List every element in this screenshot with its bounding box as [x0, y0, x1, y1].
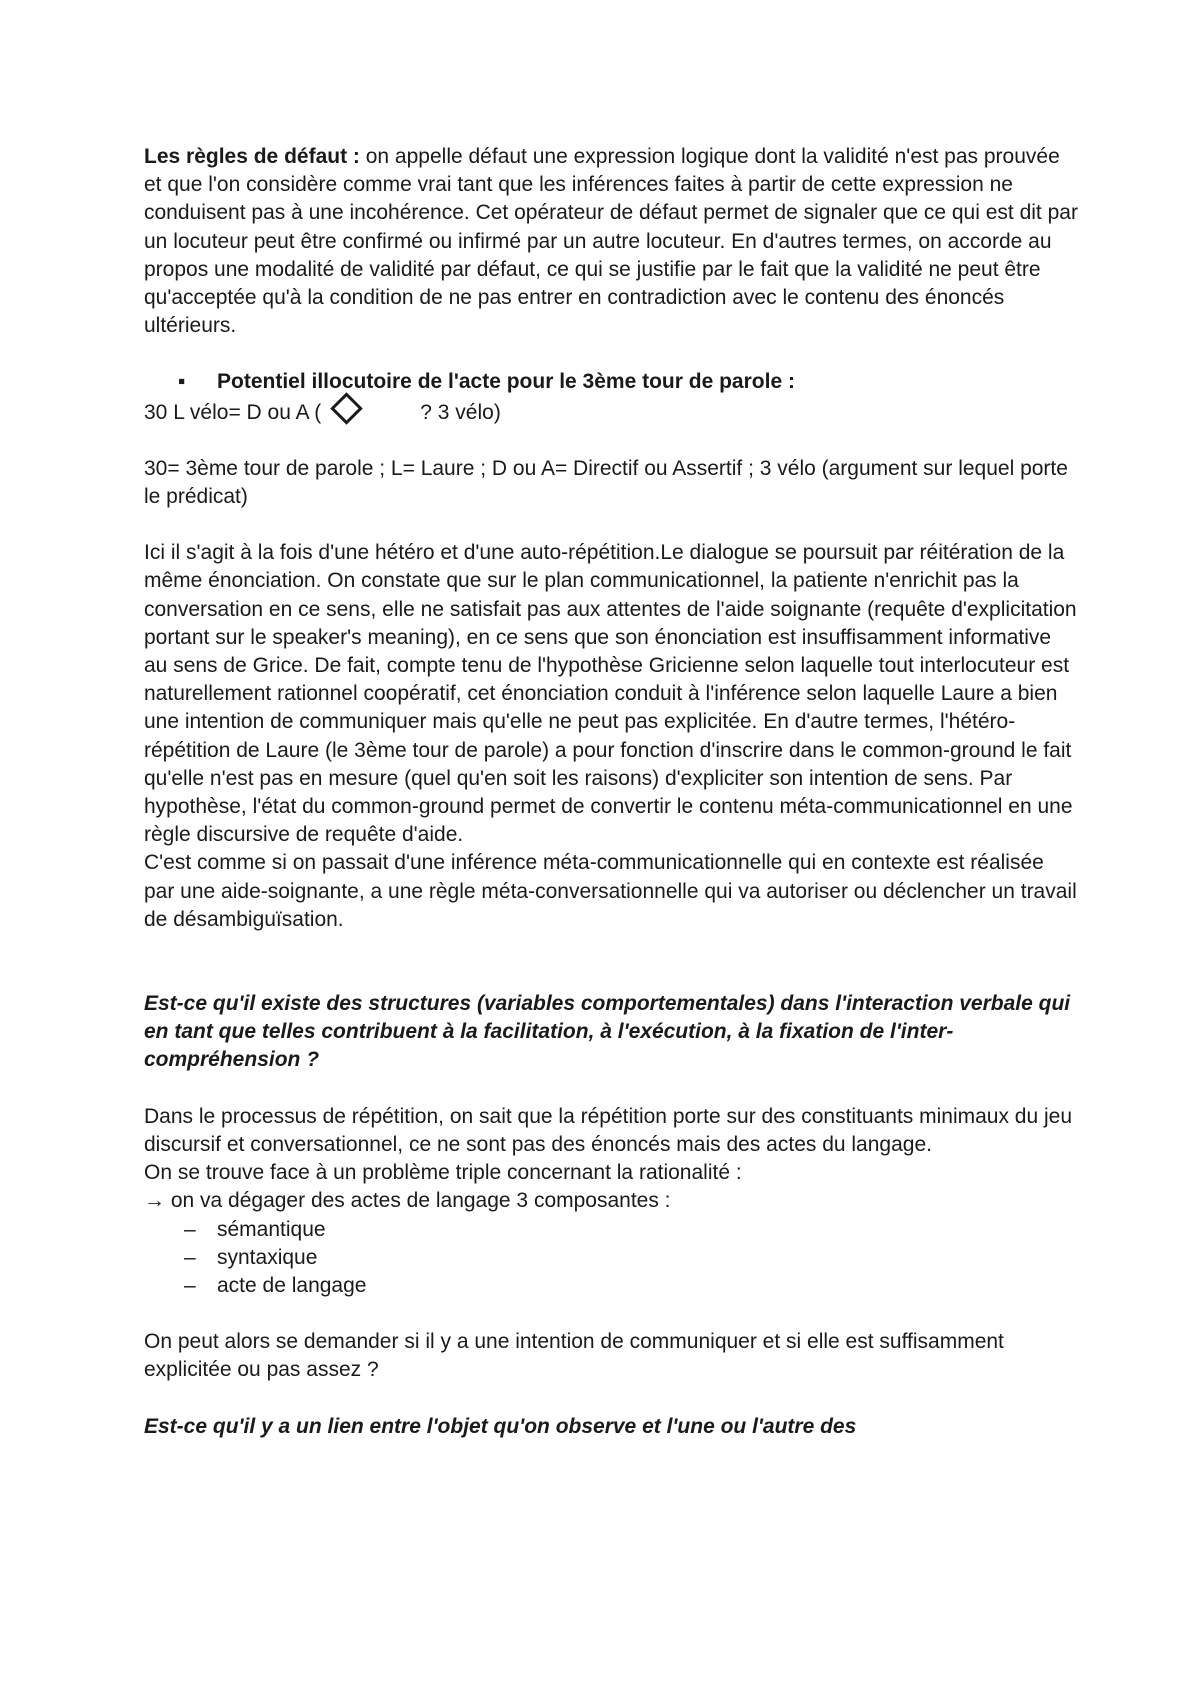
question-heading-1: Est-ce qu'il existe des structures (variables comportementales) dans l'interaction verbale qui en tant que telles contribuent à la facilitation, à l'exécution, à la fixation de l'inter-compréhension ? [144, 992, 1071, 1072]
default-rules-heading: Les règles de défaut : [144, 145, 360, 168]
formula-line [144, 397, 1079, 427]
analysis-paragraph: Ici il s'agit à la fois d'une hétéro et d'une auto-répétition.Le dialogue se poursuit par réitération de la même énonciation. On constate que sur le plan communicationnel, la patiente n'enrichit pas la conversation en ce sens, elle ne satisfait pas aux attentes de l'aide soignante (requête d'explicitation portant sur le speaker's meaning), en ce sens que son énonciation est insuffisamment informative au sens de Grice. De fait, compte tenu de l'hypothèse Gricienne selon laquelle tout interlocuteur est naturellement rationnel coopératif, cet énonciation conduit à l'inférence selon laquelle Laure a bien une intention de communiquer mais qu'elle ne peut pas explicitée. En d'autre termes, l'hétéro-répétition de Laure (le 3ème tour de parole) a pour fonction d'inscrire dans le common-ground le fait qu'elle n'est pas en mesure (quel qu'en soit les raisons) d'expliciter son intention de sens. Par hypothèse, l'état du common-ground permet de convertir le contenu méta-communicationnel en une règle discursive de requête d'aide. [144, 541, 1077, 847]
components-list [144, 1216, 1079, 1301]
default-rules-text: on appelle défaut une expression logique dont la validité n'est pas prouvée et que l'on considère comme vrai tant que les inférences faites à partir de cette expression ne conduisent pas à une incohérence. Cet opérateur de défaut permet de signaler que ce qui est dit par un locuteur peut être confirmé ou infirmé par un autre locuteur. En d'autres termes, on accorde au propos une modalité de validité par défaut, ce qui se justifie par le fait que la validité ne peut être qu'acceptée qu'à la condition de ne pas entrer en contradiction avec le contenu des énoncés ultérieurs. [144, 145, 1078, 338]
repetition-paragraph: Dans le processus de répétition, on sait que la répétition porte sur des constituants minimaux du jeu discursif et conversationnel, ce ne sont pas des énoncés mais des actes du langage. [144, 1104, 1073, 1156]
bullet-heading-text: Potentiel illocutoire de l'acte pour le 3ème tour de parole : [217, 370, 795, 394]
dash-bullet: – [184, 1245, 196, 1269]
formula-before: 30 L vélo= D ou A ( [144, 400, 322, 424]
default-rules-paragraph [144, 143, 1079, 340]
components-intro: → on va dégager des actes de langage 3 composantes : [144, 1189, 671, 1213]
question-heading-2: Est-ce qu'il y a un lien entre l'objet qu'on observe et l'une ou l'autre des [144, 1414, 857, 1438]
formula-legend: 30= 3ème tour de parole ; L= Laure ; D ou A= Directif ou Assertif ; 3 vélo (argument sur lequel porte le prédicat) [144, 456, 1068, 509]
intention-paragraph: On peut alors se demander si il y a une intention de communiquer et si elle est suffisamment explicitée ou pas assez ? [144, 1330, 1004, 1382]
list-item: – acte de langage [144, 1272, 1079, 1300]
document-page [144, 143, 1079, 1441]
list-item: – syntaxique [144, 1244, 1079, 1272]
dash-bullet: – [184, 1273, 196, 1297]
bullet-heading [144, 368, 1079, 396]
diamond-operator-icon [331, 392, 364, 425]
dash-bullet: – [184, 1217, 196, 1241]
list-item: – sémantique [144, 1216, 1079, 1244]
formula-after: ? 3 vélo) [420, 400, 501, 424]
square-bullet-icon: ▪ [178, 370, 186, 394]
inference-paragraph: C'est comme si on passait d'une inférence méta-communicationnelle qui en contexte est réalisée par une aide-soignante, a une règle méta-conversationnelle qui va autoriser ou déclencher un travail de désambiguïsation. [144, 851, 1077, 931]
rationality-paragraph: On se trouve face à un problème triple concernant la rationalité : [144, 1161, 742, 1185]
